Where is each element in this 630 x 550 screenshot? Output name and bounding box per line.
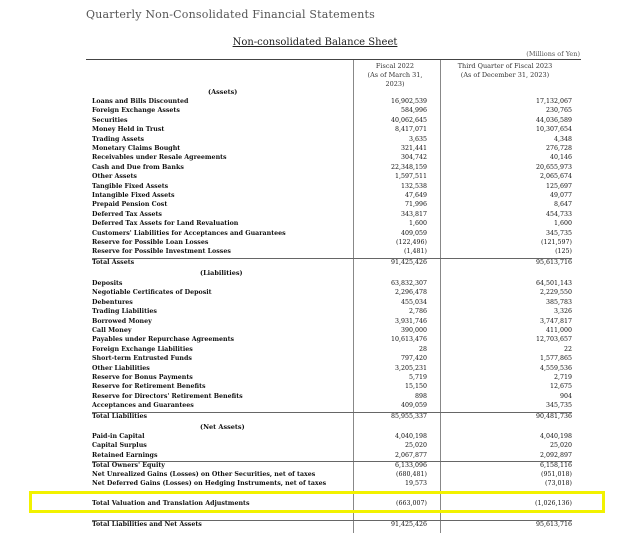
row-value-fiscal-2022: 63,832,307 (390, 280, 427, 287)
row-value-q3-2023: 345,735 (545, 402, 572, 410)
row-value-fiscal-2022: 8,417,071 (394, 126, 427, 134)
table-row (92, 280, 572, 287)
table-row (92, 471, 572, 478)
row-value-q3-2023: 2,719 (553, 374, 572, 381)
row-label: Trading Assets (92, 135, 145, 143)
row-value-q3-2023: (121,597) (541, 239, 572, 246)
row-value-fiscal-2022: 6,133,096 (394, 462, 427, 470)
row-value-q3-2023: 345,735 (545, 229, 572, 237)
row-value-fiscal-2022: 132,538 (400, 182, 427, 190)
row-label: Deferred Tax Assets (92, 210, 162, 218)
row-label: Reserve for Directors' Retirement Benefits (92, 392, 243, 400)
row-value-q3-2023: 1,600 (553, 220, 572, 228)
table-row (92, 289, 572, 296)
row-label: Reserve for Bonus Payments (92, 374, 193, 381)
row-value-fiscal-2022: 10,613,476 (390, 336, 427, 344)
row-label: Total Liabilities (92, 412, 148, 420)
row-value-fiscal-2022: 898 (414, 392, 427, 400)
table-row (92, 374, 572, 381)
row-label: Intangible Fixed Assets (92, 192, 175, 199)
table-row (92, 230, 572, 237)
row-value-q3-2023: 4,348 (553, 135, 572, 143)
row-label: Debentures (92, 298, 133, 306)
row-label: Short-term Entrusted Funds (92, 355, 192, 363)
table-row (92, 192, 572, 199)
row-label: Negotiable Certificates of Deposit (92, 289, 212, 297)
table-row (92, 248, 572, 255)
table-row (92, 308, 572, 315)
row-value-fiscal-2022: 321,441 (400, 145, 427, 152)
row-value-q3-2023: 385,783 (545, 298, 572, 306)
row-value-fiscal-2022: 4,040,198 (394, 433, 427, 440)
row-value-q3-2023: 454,733 (545, 210, 572, 218)
row-label: Other Liabilities (92, 364, 150, 372)
row-label: Reserve for Retirement Benefits (92, 383, 206, 391)
row-value-q3-2023: 12,675 (549, 383, 572, 391)
row-value-q3-2023: 49,077 (549, 192, 572, 199)
column-header-line: Fiscal 2022 (375, 62, 415, 70)
row-value-fiscal-2022: 71,996 (404, 201, 427, 209)
highlight-box (29, 491, 605, 513)
table-row (92, 346, 572, 353)
table-row (92, 126, 572, 133)
table-row (92, 442, 572, 449)
row-value-fiscal-2022: 304,742 (400, 154, 427, 162)
row-label: Deposits (92, 280, 123, 287)
table-row (92, 336, 572, 343)
row-value-fiscal-2022: 5,719 (408, 374, 427, 381)
table-row (92, 117, 572, 124)
table-row (92, 154, 572, 161)
page-header: Quarterly Non-Consolidated Financial Statements (86, 8, 375, 21)
section-label-liabilities: (Liabilities) (200, 269, 243, 277)
row-value-fiscal-2022: 3,635 (408, 135, 427, 143)
row-value-q3-2023: 6,158,116 (539, 462, 572, 470)
table-row (92, 211, 572, 218)
row-value-fiscal-2022: 91,425,426 (390, 521, 427, 528)
row-value-q3-2023: 22 (563, 345, 572, 353)
row-label: Paid-in Capital (92, 433, 145, 440)
row-value-fiscal-2022: 15,150 (404, 383, 427, 391)
row-value-q3-2023: 2,065,674 (539, 173, 572, 181)
row-label: Customers' Liabilities for Acceptances and Guarantees (92, 229, 286, 237)
table-row (92, 258, 572, 266)
row-value-fiscal-2022: 390,000 (400, 327, 427, 334)
balance-sheet-table (86, 59, 581, 533)
row-value-fiscal-2022: 1,597,511 (394, 173, 427, 181)
row-label: Acceptances and Guarantees (92, 402, 194, 410)
row-label: Reserve for Possible Investment Losses (92, 248, 231, 256)
row-value-fiscal-2022: 2,296,478 (394, 289, 427, 297)
row-label: Borrowed Money (92, 317, 152, 325)
row-value-q3-2023: 4,040,198 (539, 433, 572, 440)
row-label: Reserve for Possible Loan Losses (92, 239, 209, 246)
row-value-fiscal-2022: 28 (418, 345, 427, 353)
row-value-q3-2023: (73,018) (545, 480, 572, 487)
column-header-fiscal-2022 (357, 62, 433, 89)
row-value-q3-2023: 230,765 (545, 107, 572, 115)
row-label: Retained Earnings (92, 451, 158, 459)
document-title: Non-consolidated Balance Sheet (232, 37, 398, 48)
row-value-q3-2023: (1,026,136) (535, 500, 572, 507)
column-header-line: Third Quarter of Fiscal 2023 (457, 62, 553, 70)
row-value-fiscal-2022: 1,600 (408, 220, 427, 228)
column-header-line: (As of December 31, 2023) (460, 71, 550, 79)
row-label: Receivables under Resale Agreements (92, 154, 227, 162)
row-label: Tangible Fixed Assets (92, 182, 169, 190)
row-label: Payables under Repurchase Agreements (92, 336, 235, 344)
row-value-q3-2023: 95,613,716 (535, 521, 572, 528)
row-value-q3-2023: 8,647 (553, 201, 572, 209)
table-row (92, 201, 572, 208)
row-label: Total Assets (92, 258, 135, 266)
row-value-fiscal-2022: 40,062,645 (390, 116, 427, 124)
row-value-q3-2023: 1,577,865 (539, 355, 572, 363)
table-row (92, 383, 572, 390)
row-value-fiscal-2022: 409,059 (400, 229, 427, 237)
row-value-q3-2023: 904 (559, 392, 572, 400)
row-value-q3-2023: 90,481,736 (535, 412, 572, 420)
row-value-q3-2023: 3,326 (553, 308, 572, 316)
table-row (92, 145, 572, 152)
row-label: Total Liabilities and Net Assets (92, 521, 202, 528)
row-label: Money Held in Trust (92, 126, 165, 134)
row-label: Capital Surplus (92, 442, 147, 450)
row-value-fiscal-2022: 343,817 (400, 210, 427, 218)
table-row (92, 220, 572, 227)
row-value-fiscal-2022: 3,931,746 (394, 317, 427, 325)
row-value-fiscal-2022: (680,481) (396, 470, 427, 478)
unit-note: (Millions of Yen) (526, 50, 580, 58)
section-label-net-assets: (Net Assets) (200, 423, 245, 431)
row-value-q3-2023: 25,020 (549, 442, 572, 450)
section-label-assets: (Assets) (208, 88, 238, 96)
row-value-q3-2023: (125) (555, 248, 572, 256)
table-row (92, 136, 572, 143)
row-value-q3-2023: 4,559,536 (539, 364, 572, 372)
row-label: Deferred Tax Assets for Land Revaluation (92, 220, 239, 228)
row-value-fiscal-2022: 455,034 (400, 298, 427, 306)
table-row (92, 164, 572, 171)
row-value-fiscal-2022: 85,955,337 (390, 412, 427, 420)
row-value-fiscal-2022: 47,649 (404, 192, 427, 199)
table-row (92, 461, 572, 469)
row-label: Monetary Claims Bought (92, 145, 181, 152)
table-row (92, 355, 572, 362)
table-row (92, 173, 572, 180)
table-row (92, 402, 572, 409)
table-row (92, 327, 572, 334)
row-value-q3-2023: (951,018) (541, 470, 572, 478)
row-value-q3-2023: 20,655,973 (535, 163, 572, 171)
row-label: Cash and Due from Banks (92, 163, 184, 171)
row-label: Total Owners' Equity (92, 462, 165, 470)
row-label: Securities (92, 116, 128, 124)
table-row (92, 393, 572, 400)
table-row (92, 183, 572, 190)
row-value-fiscal-2022: 16,902,539 (390, 98, 427, 105)
table-row (92, 318, 572, 325)
row-value-q3-2023: 10,307,654 (535, 126, 572, 134)
row-value-fiscal-2022: 25,020 (404, 442, 427, 450)
row-value-q3-2023: 3,747,817 (539, 317, 572, 325)
column-header-line: (As of March 31, 2023) (367, 71, 423, 88)
row-value-fiscal-2022: (663,007) (396, 500, 427, 507)
table-row (92, 365, 572, 372)
table-row (92, 412, 572, 420)
column-header-q3-fiscal-2023 (447, 62, 563, 80)
row-value-q3-2023: 12,703,657 (535, 336, 572, 344)
row-value-fiscal-2022: (1,481) (404, 248, 427, 256)
row-value-fiscal-2022: 91,425,426 (390, 258, 427, 266)
row-label: Foreign Exchange Liabilities (92, 345, 193, 353)
row-label: Net Deferred Gains (Losses) on Hedging Instruments, net of taxes (92, 480, 327, 487)
row-label: Foreign Exchange Assets (92, 107, 180, 115)
row-value-q3-2023: 44,036,589 (535, 116, 572, 124)
row-value-fiscal-2022: 797,420 (400, 355, 427, 363)
row-label: Call Money (92, 327, 132, 334)
row-label: Prepaid Pension Cost (92, 201, 168, 209)
row-label: Total Valuation and Translation Adjustments (92, 500, 250, 507)
row-value-q3-2023: 2,229,550 (539, 289, 572, 297)
row-value-fiscal-2022: 2,067,877 (394, 451, 427, 459)
row-value-q3-2023: 95,613,716 (535, 258, 572, 266)
row-value-q3-2023: 276,728 (545, 145, 572, 152)
row-value-fiscal-2022: 22,348,159 (390, 163, 427, 171)
row-value-q3-2023: 40,146 (549, 154, 572, 162)
row-value-fiscal-2022: 19,573 (404, 480, 427, 487)
row-value-fiscal-2022: (122,496) (396, 239, 427, 246)
table-row (92, 299, 572, 306)
table-row (92, 480, 572, 487)
table-row (92, 239, 572, 246)
row-value-q3-2023: 411,000 (545, 327, 572, 334)
row-value-q3-2023: 64,501,143 (535, 280, 572, 287)
table-row-total-liabilities-net-assets (92, 520, 572, 528)
row-label: Trading Liabilities (92, 308, 157, 316)
row-value-fiscal-2022: 3,205,231 (394, 364, 427, 372)
table-row (92, 433, 572, 440)
row-label: Loans and Bills Discounted (92, 98, 189, 105)
row-label: Net Unrealized Gains (Losses) on Other Securities, net of taxes (92, 470, 316, 478)
table-row (92, 107, 572, 114)
table-row (92, 98, 572, 105)
row-value-fiscal-2022: 2,786 (408, 308, 427, 316)
row-value-fiscal-2022: 409,059 (400, 402, 427, 410)
row-value-q3-2023: 2,092,897 (539, 451, 572, 459)
row-value-fiscal-2022: 584,996 (400, 107, 427, 115)
row-value-q3-2023: 125,697 (545, 182, 572, 190)
table-row (92, 452, 572, 459)
row-value-q3-2023: 17,132,067 (535, 98, 572, 105)
row-label: Other Assets (92, 173, 137, 181)
